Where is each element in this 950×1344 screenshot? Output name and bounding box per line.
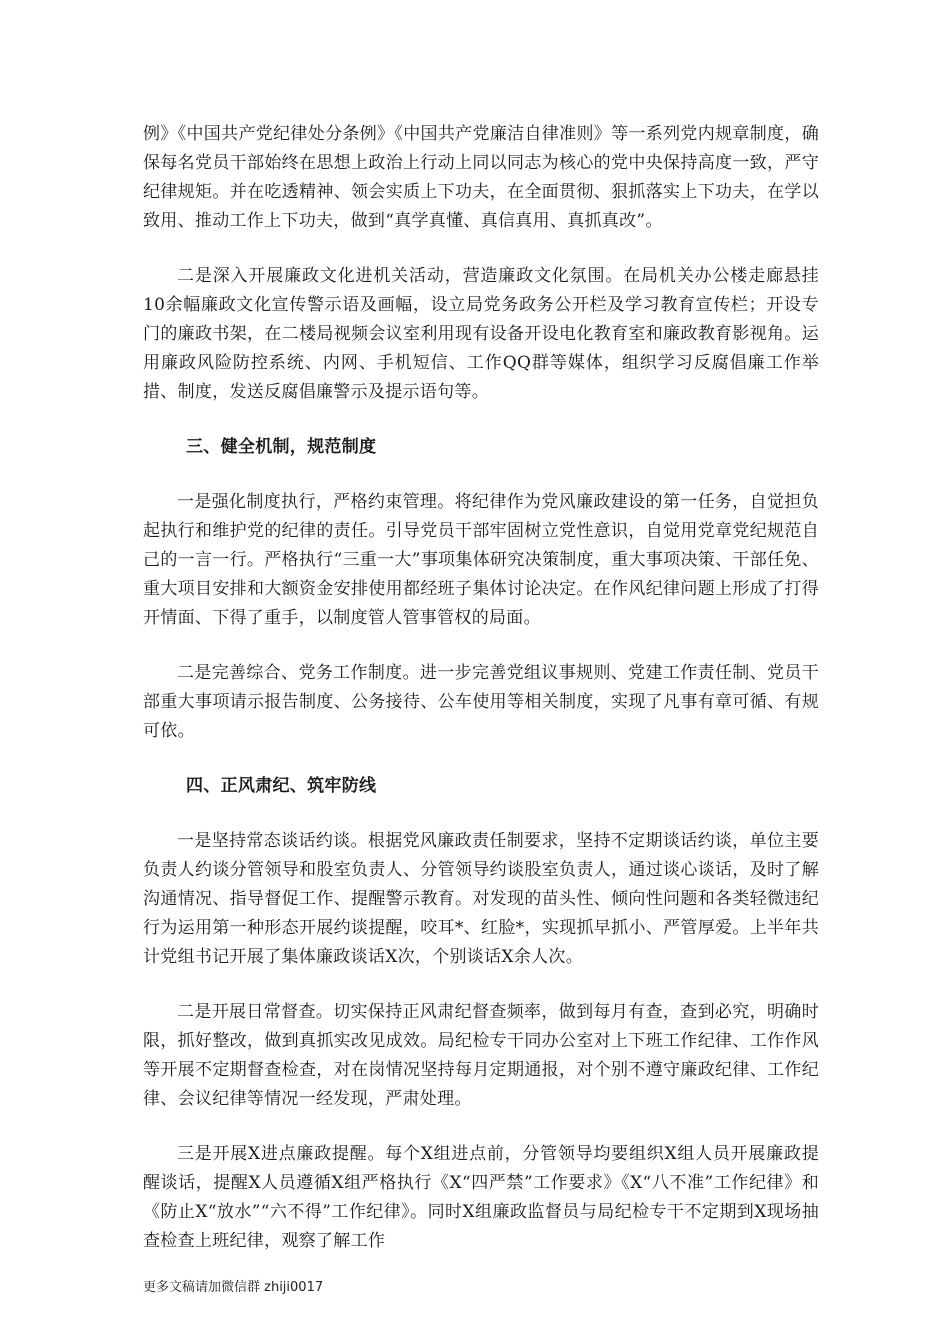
paragraph-continuation: 例》《中国共产党纪律处分条例》《中国共产党廉洁自律准则》等一系列党内规章制度，确保每名党员干部始终在思想上政治上行动上同以同志为核心的党中央保持高度一致，严守纪律规矩。并在吃透精神、领会实质上下功夫，在全面贯彻、狠抓落实上下功夫，在学以致用、推动工作上下功夫，做到“真学真懂、真信真用、真抓真改”。 bbox=[143, 124, 819, 231]
footer-note: 更多文稿请加微信群 zhiji0017 bbox=[143, 1280, 324, 1295]
paragraph-improve-system: 二是完善综合、党务工作制度。进一步完善党组议事规则、党建工作责任制、党员干部重大事项请示报告制度、公务接待、公车使用等相关制度，实现了凡事有章可循、有规可依。 bbox=[143, 663, 819, 741]
paragraph-culture-activity: 二是深入开展廉政文化进机关活动，营造廉政文化氛围。在局机关办公楼走廊悬挂10余幅廉政文化宣传警示语及画幅，设立局党务政务公开栏及学习教育宣传栏；开设专门的廉政书架，在二楼局视频会议室利用现有设备开设电化教育室和廉政教育影视角。运用廉政风险防控系统、内网、手机短信、工作QQ群等媒体，组织学习反腐倡廉工作举措、制度，发送反腐倡廉警示及提示语句等。 bbox=[143, 266, 819, 402]
paragraph-daily-inspection: 二是开展日常督查。切实保持正风肃纪督查频率，做到每月有查，查到必究，明确时限，抓好整改，做到真抓实改见成效。局纪检专干同办公室对上下班工作纪律、工作作风等开展不定期督查检查，对在岗情况坚持每月定期通报，对个别不遵守廉政纪律、工作纪律、会议纪律等情况一经发现，严肃处理。 bbox=[143, 1002, 819, 1109]
paragraph-system-execution: 一是强化制度执行，严格约束管理。将纪律作为党风廉政建设的第一任务，自觉担负起执行和维护党的纪律的责任。引导党员干部牢固树立党性意识，自觉用党章党纪规范自己的一言一行。严格执行“三重一大”事项集体研究决策制度，重大事项决策、干部任免、重大项目安排和大额资金安排使用都经班子集体讨论决定。在作风纪律问题上形成了打得开情面、下得了重手，以制度管人管事管权的局面。 bbox=[143, 492, 819, 628]
section-heading-4: 四、正风肃纪、筑牢防线 bbox=[186, 776, 377, 796]
paragraph-regular-talks: 一是坚持常态谈话约谈。根据党风廉政责任制要求，坚持不定期谈话约谈，单位主要负责人约谈分管领导和股室负责人、分管领导约谈股室负责人，通过谈心谈话，及时了解沟通情况、指导督促工作、提醒警示教育。对发现的苗头性、倾向性问题和各类轻微违纪行为运用第一种形态开展约谈提醒，咬耳*、红脸*，实现抓早抓小、严管厚爱。上半年共计党组书记开展了集体廉政谈话X次，个别谈话X余人次。 bbox=[143, 831, 819, 967]
document-body bbox=[143, 120, 819, 1256]
paragraph-integrity-reminder: 三是开展X进点廉政提醒。每个X组进点前，分管领导均要组织X组人员开展廉政提醒谈话，提醒X人员遵循X组严格执行《X“四严禁”工作要求》《X“八不准”工作纪律》和《防止X“放水”“六不得”工作纪律》。同时X组廉政监督员与局纪检专干不定期到X现场抽查检查上班纪律，观察了解工作 bbox=[143, 1144, 819, 1251]
section-heading-3: 三、健全机制，规范制度 bbox=[186, 437, 377, 457]
